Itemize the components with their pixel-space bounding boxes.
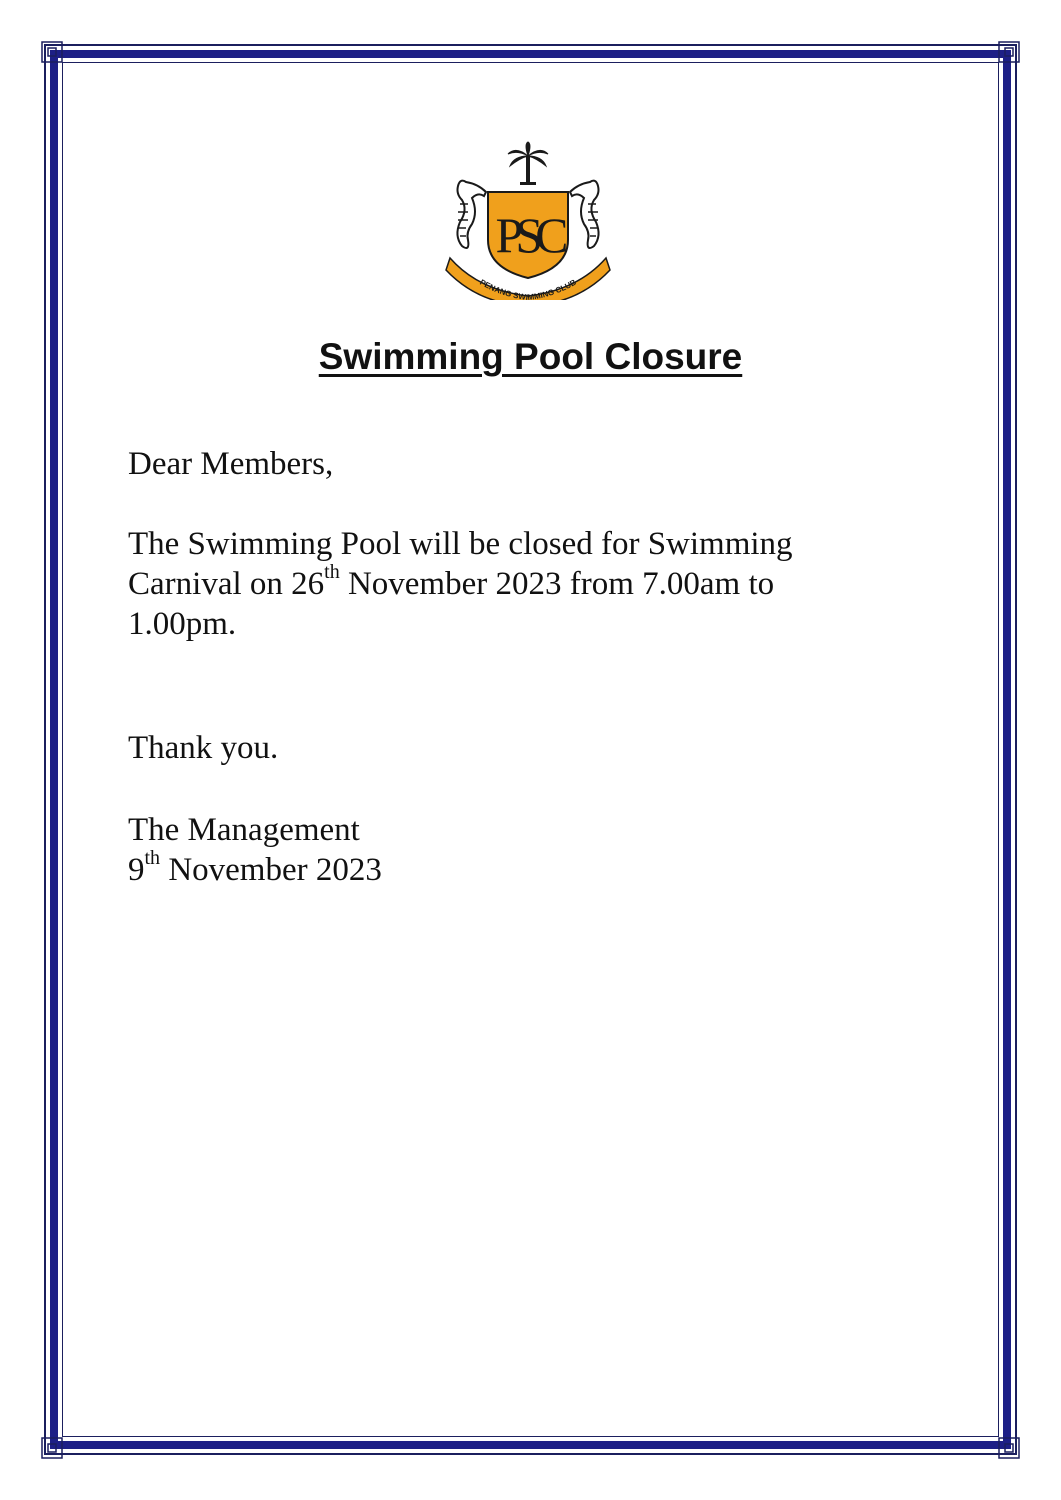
ordinal-suffix: th bbox=[324, 561, 340, 583]
seahorse-icon bbox=[457, 181, 486, 248]
paragraph-text: November 2023 from 7.00am to bbox=[339, 566, 775, 602]
ordinal-suffix: th bbox=[144, 847, 161, 869]
paragraph-line: 1.00pm. bbox=[128, 606, 237, 642]
signature: The Management bbox=[128, 812, 360, 848]
palm-tree-icon bbox=[508, 142, 548, 185]
notice-date bbox=[128, 847, 382, 890]
corner-ornament bbox=[40, 40, 64, 64]
notice-paragraph bbox=[128, 524, 888, 644]
thanks-line: Thank you. bbox=[128, 730, 279, 766]
date-rest: November 2023 bbox=[160, 852, 382, 888]
seahorse-icon bbox=[570, 181, 599, 248]
paragraph-text: Carnival on 26 bbox=[128, 566, 325, 602]
paragraph-line bbox=[128, 561, 888, 604]
greeting: Dear Members, bbox=[128, 446, 334, 482]
corner-ornament bbox=[997, 1436, 1021, 1460]
paragraph-line: The Swimming Pool will be closed for Swimming bbox=[128, 526, 793, 562]
notice-title: Swimming Pool Closure bbox=[318, 336, 743, 377]
corner-ornament bbox=[40, 1436, 64, 1460]
club-crest-logo bbox=[438, 140, 618, 300]
svg-text:PSC: PSC bbox=[495, 207, 561, 263]
date-day: 9 bbox=[128, 852, 145, 888]
svg-text:PENANG SWIMMING CLUB: PENANG SWIMMING CLUB bbox=[478, 277, 578, 300]
corner-ornament bbox=[997, 40, 1021, 64]
signoff bbox=[128, 810, 382, 890]
